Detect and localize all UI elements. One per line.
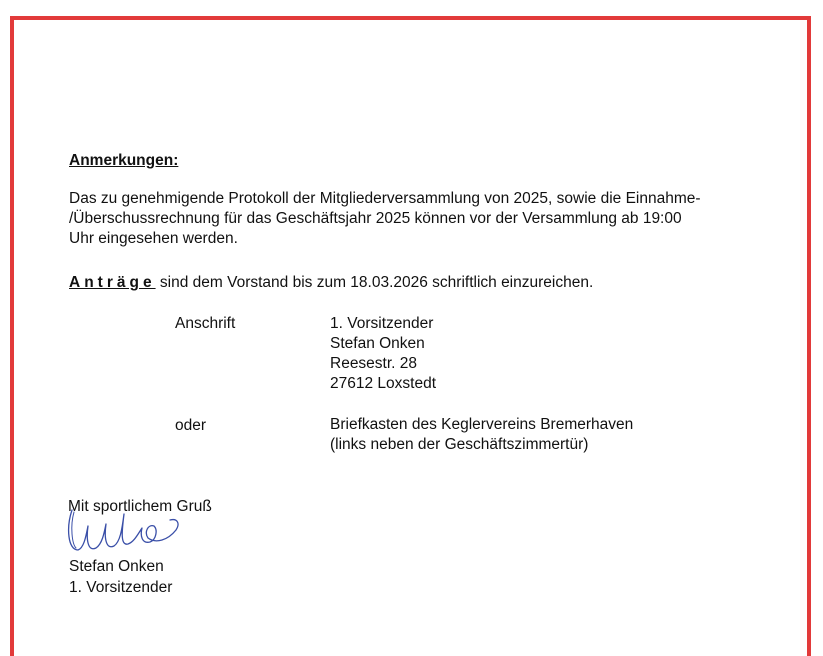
mailbox-line: Briefkasten des Keglervereins Bremerhaven xyxy=(330,416,634,433)
paragraph-line: Das zu genehmigende Protokoll der Mitgliederversammlung von 2025, sowie die Einnahme- xyxy=(69,190,701,207)
address-label: Anschrift xyxy=(175,315,236,332)
notes-paragraph xyxy=(69,189,799,249)
notes-heading: Anmerkungen: xyxy=(69,152,179,169)
paragraph-line: /Überschussrechnung für das Geschäftsjahr 2025 können vor der Versammlung ab 19:00 xyxy=(69,210,682,227)
paragraph-line: Uhr eingesehen werden. xyxy=(69,230,238,247)
signatory-role: 1. Vorsitzender xyxy=(69,579,173,596)
address-line: Stefan Onken xyxy=(330,335,425,352)
address-line: 27612 Loxstedt xyxy=(330,375,437,392)
closing-greeting: Mit sportlichem Gruß xyxy=(68,498,212,515)
address-line: 1. Vorsitzender xyxy=(330,315,434,332)
motions-text: sind dem Vorstand bis zum 18.03.2026 schriftlich einzureichen. xyxy=(155,274,594,291)
address-line: Reesestr. 28 xyxy=(330,355,418,372)
handwritten-signature xyxy=(64,500,184,564)
mailbox-line: (links neben der Geschäftszimmertür) xyxy=(330,436,589,453)
alternative-label: oder xyxy=(175,417,207,434)
mailbox-block xyxy=(330,415,633,455)
signatory-name: Stefan Onken xyxy=(69,558,164,575)
address-block xyxy=(330,314,436,394)
motions-line xyxy=(69,273,593,293)
motions-label: Anträge xyxy=(69,274,156,291)
